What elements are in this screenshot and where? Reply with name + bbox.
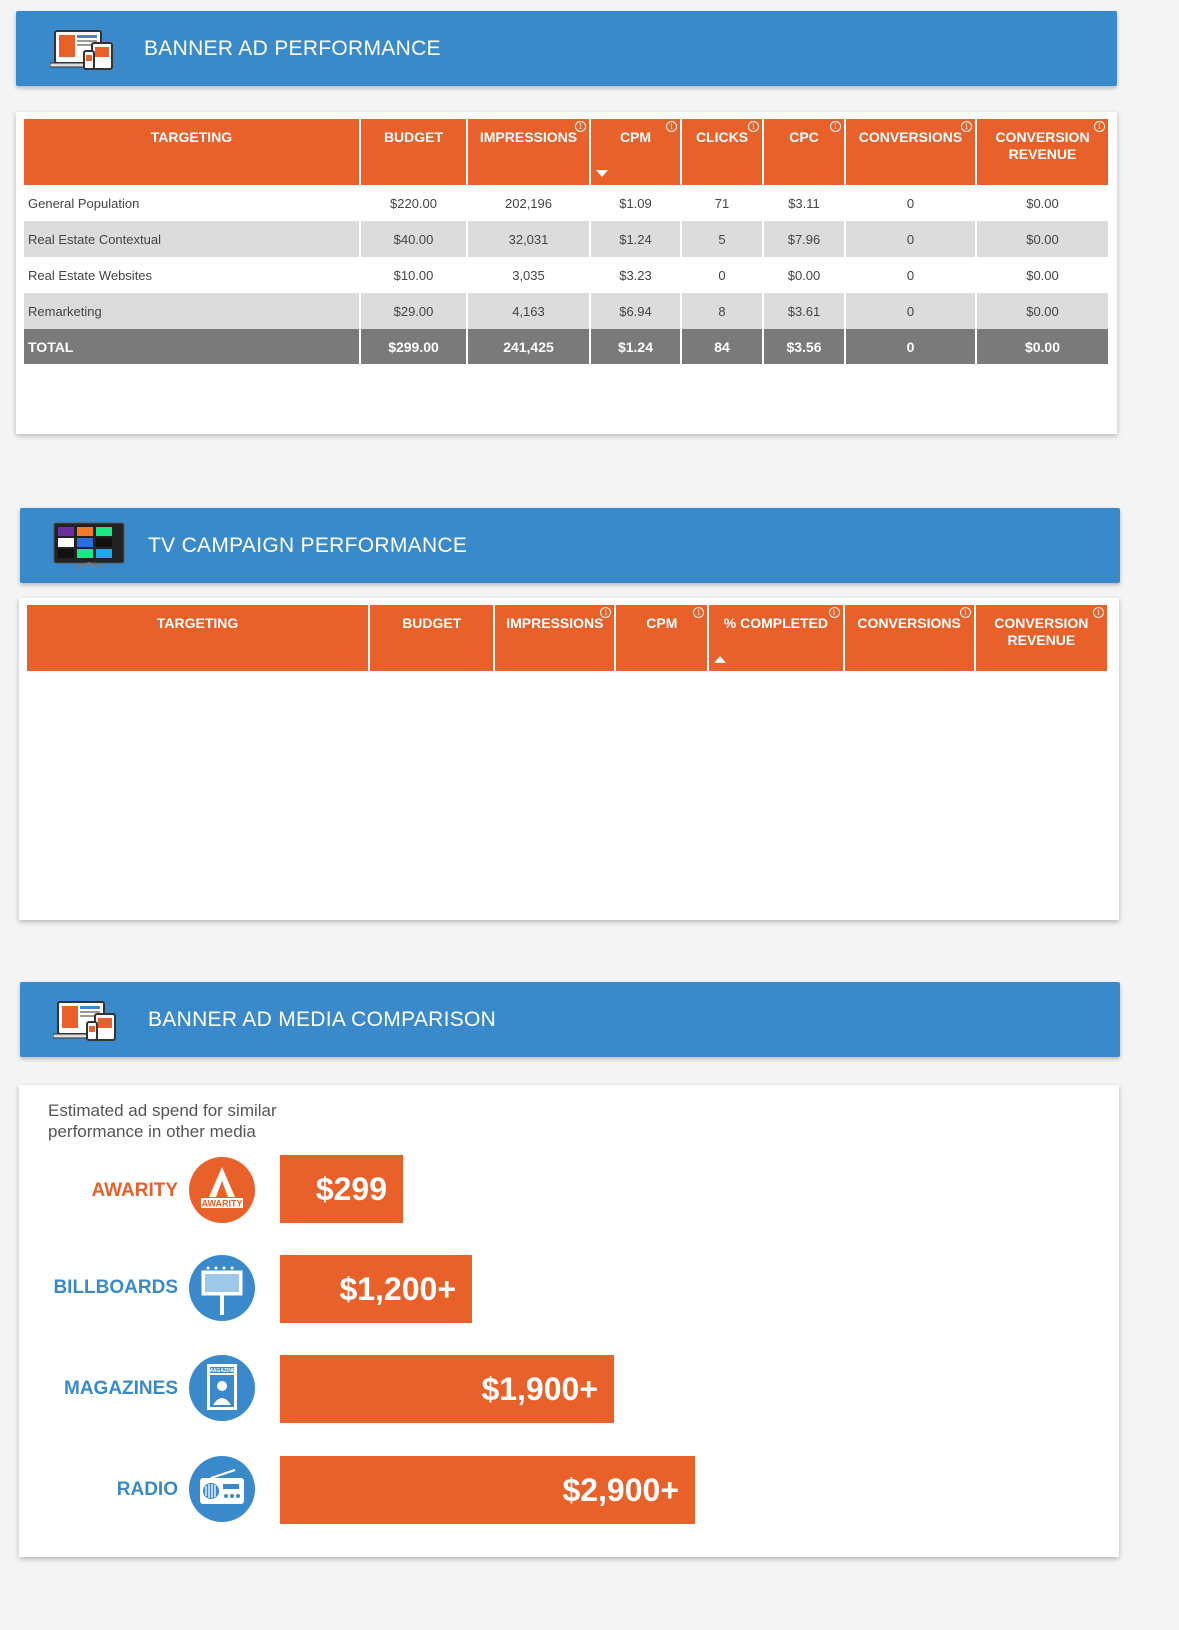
spend-bar-magazines: $1,900+ — [280, 1355, 614, 1423]
media-comparison-header — [20, 982, 1120, 1057]
table-cell: $0.00 — [1026, 195, 1059, 211]
awarity-logo-icon — [189, 1157, 255, 1223]
table-cell: $0.00 — [1026, 267, 1059, 283]
info-icon[interactable]: i — [693, 607, 704, 618]
section-title: BANNER AD PERFORMANCE — [144, 36, 441, 60]
table-cell: $0.00 — [977, 293, 1108, 329]
col-budget[interactable]: BUDGET — [370, 605, 493, 671]
table-row — [24, 293, 1108, 329]
table-cell: $1.09 — [619, 195, 652, 211]
table-cell: 5 — [682, 221, 762, 257]
magazine-logo-text: MAGAZINE — [208, 1368, 236, 1374]
tv-performance-table — [25, 605, 1109, 671]
table-cell: $0.00 — [787, 267, 821, 283]
table-cell: $3.56 — [764, 329, 844, 364]
table-cell: $299.00 — [361, 329, 466, 364]
devices-icon — [53, 1000, 119, 1042]
table-cell: Real Estate Contextual — [24, 221, 359, 257]
media-label-radio: RADIO — [116, 1479, 178, 1500]
col-impressions[interactable]: IMPRESSIONS i — [468, 119, 589, 185]
spend-bar-billboards: $1,200+ — [280, 1255, 472, 1323]
banner-performance-card — [16, 112, 1117, 434]
table-cell: $3.61 — [764, 293, 844, 329]
tv-performance-card — [19, 598, 1119, 920]
table-cell: Remarketing — [24, 293, 359, 329]
magazine-icon — [189, 1355, 255, 1421]
table-cell: 0 — [846, 221, 975, 257]
table-cell: $7.96 — [764, 221, 844, 257]
media-label-magazines: MAGAZINES — [64, 1378, 178, 1399]
info-icon[interactable]: i — [600, 607, 611, 618]
info-icon[interactable]: i — [960, 607, 971, 618]
table-cell: 8 — [682, 293, 762, 329]
table-cell: 0 — [846, 293, 975, 329]
sort-ascending-icon[interactable] — [714, 656, 726, 663]
awarity-logo-icon — [189, 1157, 255, 1223]
info-icon[interactable]: i — [961, 121, 972, 132]
table-cell: $10.00 — [393, 267, 434, 283]
table-row — [24, 221, 1108, 257]
table-cell: TOTAL — [24, 329, 359, 364]
table-header-row — [24, 119, 1108, 185]
table-cell: $3.11 — [788, 195, 820, 211]
col-impressions[interactable]: IMPRESSIONS i — [495, 605, 614, 671]
table-cell: $0.00 — [977, 329, 1108, 364]
devices-icon — [50, 29, 116, 71]
table-cell: 0 — [718, 267, 726, 283]
table-cell: 32,031 — [468, 221, 589, 257]
table-cell: $6.94 — [591, 293, 680, 329]
info-icon[interactable]: i — [666, 121, 677, 132]
billboard-icon — [189, 1255, 255, 1321]
info-icon[interactable]: i — [830, 121, 841, 132]
col-conversion-revenue[interactable]: CONVERSION REVENUE i — [977, 119, 1108, 185]
table-total-row — [24, 329, 1108, 364]
table-cell: $40.00 — [361, 221, 466, 257]
col-clicks[interactable]: CLICKS i — [682, 119, 762, 185]
col-completed[interactable]: % COMPLETED i — [709, 605, 842, 671]
col-cpm[interactable]: CPM i — [616, 605, 707, 671]
tv-apps-icon — [53, 522, 125, 570]
table-cell: Real Estate Websites — [28, 267, 153, 283]
table-cell: General Population — [28, 195, 140, 211]
spend-bar-radio: $2,900+ — [280, 1456, 695, 1524]
col-conversions[interactable]: CONVERSIONS i — [846, 119, 975, 185]
table-cell: 84 — [682, 329, 762, 364]
col-budget[interactable]: BUDGET — [361, 119, 466, 185]
col-cpm[interactable]: CPM i — [591, 119, 680, 185]
media-label-billboards: BILLBOARDS — [53, 1277, 178, 1298]
col-cpc[interactable]: CPC i — [764, 119, 844, 185]
comparison-subtitle: Estimated ad spend for similar performance in other media — [48, 1101, 277, 1141]
col-conversions[interactable]: CONVERSIONS i — [845, 605, 974, 671]
spend-bar-awarity: $299 — [280, 1155, 403, 1223]
section-title: TV CAMPAIGN PERFORMANCE — [148, 533, 468, 557]
table-cell: $0.00 — [977, 221, 1108, 257]
table-cell: $1.24 — [591, 221, 680, 257]
media-label-awarity: AWARITY — [91, 1180, 178, 1201]
info-icon[interactable]: i — [748, 121, 759, 132]
table-row — [24, 257, 1108, 293]
col-targeting[interactable]: TARGETING — [27, 605, 368, 671]
table-cell: $220.00 — [390, 195, 437, 211]
table-cell: 0 — [846, 329, 975, 364]
table-row — [24, 185, 1108, 221]
table-cell: 3,035 — [512, 267, 545, 283]
sort-descending-icon[interactable] — [596, 170, 608, 177]
table-cell: $29.00 — [361, 293, 466, 329]
awarity-logo-text: AWARITY — [201, 1198, 243, 1209]
section-title: BANNER AD MEDIA COMPARISON — [148, 1007, 497, 1031]
table-cell: 202,196 — [505, 195, 552, 211]
info-icon[interactable]: i — [575, 121, 586, 132]
info-icon[interactable]: i — [1094, 121, 1105, 132]
table-cell: $3.23 — [619, 267, 652, 283]
radio-icon — [189, 1456, 255, 1522]
table-cell: $1.24 — [591, 329, 680, 364]
tv-performance-header — [20, 508, 1120, 583]
table-cell: 4,163 — [468, 293, 589, 329]
banner-performance-header — [16, 11, 1117, 86]
info-icon[interactable]: i — [829, 607, 840, 618]
table-cell: 0 — [906, 195, 915, 211]
col-targeting[interactable]: TARGETING — [24, 119, 359, 185]
table-cell: 241,425 — [468, 329, 589, 364]
info-icon[interactable]: i — [1093, 607, 1104, 618]
table-cell: 0 — [906, 267, 915, 283]
table-header-row — [27, 605, 1107, 671]
col-conversion-revenue[interactable]: CONVERSION REVENUE i — [976, 605, 1107, 671]
banner-performance-table — [22, 119, 1110, 364]
table-cell: 71 — [714, 195, 730, 211]
